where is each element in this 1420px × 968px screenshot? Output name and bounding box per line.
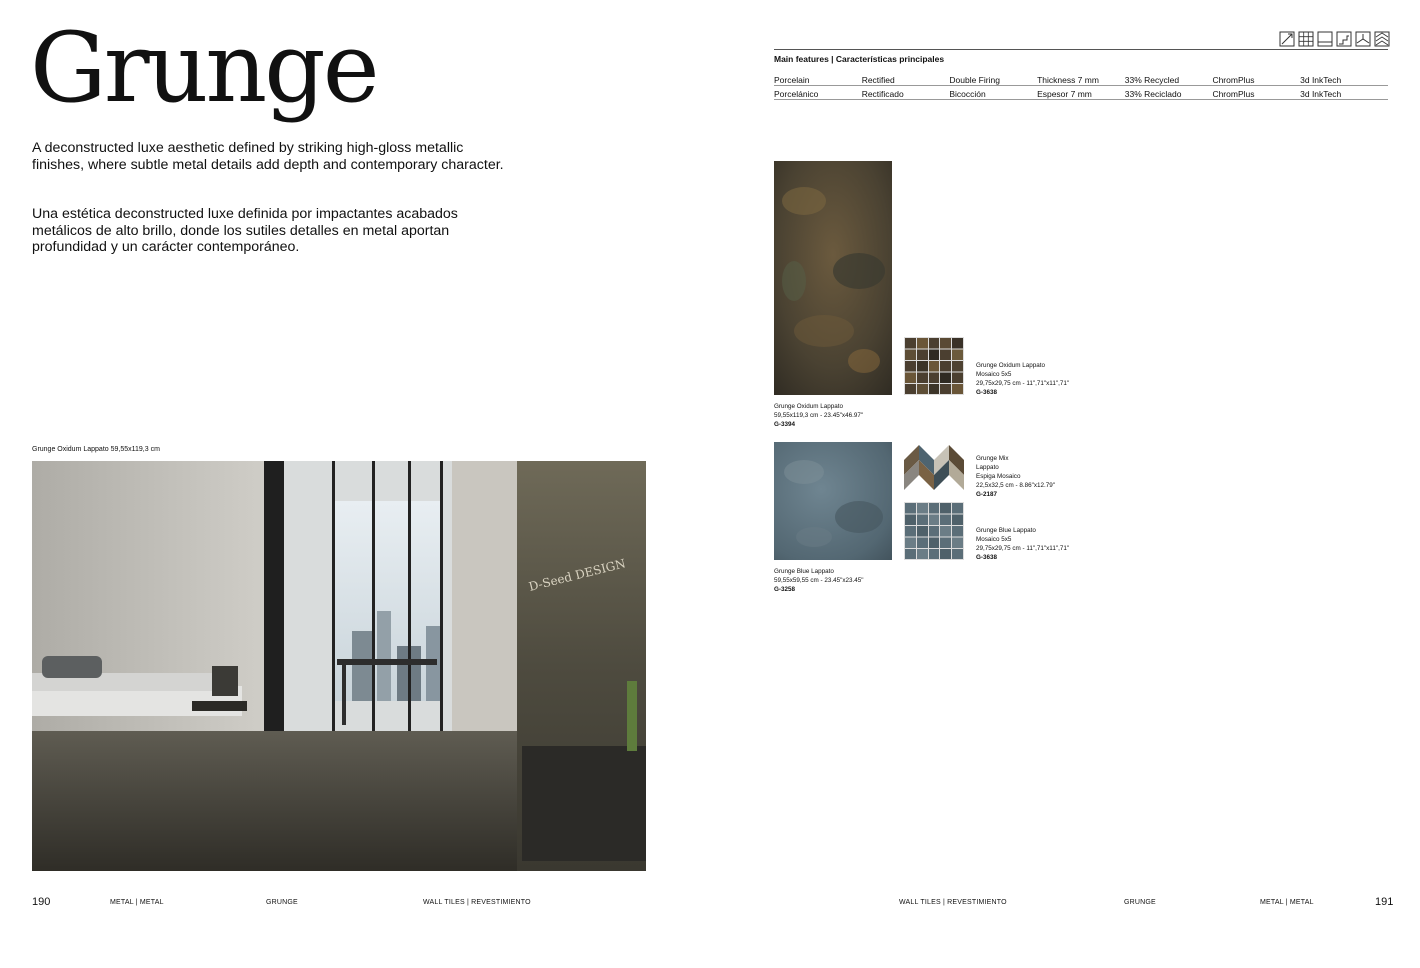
blue-mosaic-image xyxy=(904,502,964,560)
feature-thickness-es: Espesor 7 mm xyxy=(1037,89,1092,99)
footer-category-right: METAL | METAL xyxy=(1260,899,1314,906)
feature-material-es: Porcelánico xyxy=(774,89,819,99)
blue-mosaic-size: 29,75x29,75 cm - 11",71"x11",71" xyxy=(976,545,1070,552)
blue-mosaic-name: Grunge Blue Lappato xyxy=(976,527,1036,534)
mix-code: G-2187 xyxy=(976,491,998,498)
oxidum-mosaic-caption xyxy=(976,361,1069,397)
blue-caption xyxy=(774,567,864,594)
blue-mosaic-caption xyxy=(976,526,1069,562)
features-top-rule xyxy=(774,49,1388,50)
feature-chromplus-es: ChromPlus xyxy=(1212,89,1255,99)
feature-icons xyxy=(1279,31,1390,47)
page-number-right: 191 xyxy=(1375,896,1394,908)
feature-material: Porcelain xyxy=(774,75,810,85)
footer-section-left: WALL TILES | REVESTIMIENTO xyxy=(423,899,531,906)
intro-spanish: Una estética deconstructed luxe definida por impactantes acabados metálicos de alto brillo, donde los sutiles detalles en metal aportan profundidad y un carácter contemporáneo. xyxy=(32,206,458,255)
chevron-pattern-icon xyxy=(1374,31,1390,47)
mosaic-grid-icon xyxy=(1298,31,1314,47)
oxidum-mosaic-name: Grunge Oxidum Lappato xyxy=(976,362,1045,369)
oxidum-size: 59,55x119,3 cm - 23.45"x46.97" xyxy=(774,412,864,419)
stairs-icon xyxy=(1336,31,1352,47)
hero-caption: Grunge Oxidum Lappato 59,55x119,3 cm xyxy=(32,446,160,453)
blue-mosaic-code: G-3638 xyxy=(976,554,998,561)
oxidum-mosaic-size: 29,75x29,75 cm - 11",71"x11",71" xyxy=(976,380,1070,387)
mix-caption xyxy=(976,454,1055,499)
mix-line2: Lappato xyxy=(976,464,999,471)
feature-chromplus: ChromPlus xyxy=(1212,75,1255,85)
blue-tile-image xyxy=(774,442,892,560)
features-divider xyxy=(774,85,1388,86)
floor-icon xyxy=(1355,31,1371,47)
oxidum-code: G-3394 xyxy=(774,421,796,428)
feature-edge: Rectified xyxy=(861,75,895,85)
blue-size: 59,55x59,55 cm - 23.45"x23.45" xyxy=(774,577,864,584)
mix-format: Espiga Mosaico xyxy=(976,473,1021,480)
feature-recycled: 33% Recycled xyxy=(1124,75,1180,85)
feature-edge-es: Rectificado xyxy=(861,89,904,99)
mix-size: 22,5x32,5 cm - 8.86"x12.79" xyxy=(976,482,1056,489)
oxidum-mosaic-image xyxy=(904,337,964,395)
feature-firing-es: Bicocción xyxy=(949,89,986,99)
page-title: Grunge xyxy=(30,12,377,124)
mix-name: Grunge Mix xyxy=(976,455,1009,462)
feature-thickness: Thickness 7 mm xyxy=(1037,75,1099,85)
oxidum-name: Grunge Oxidum Lappato xyxy=(774,403,843,410)
wall-sign-text: D-Seed DESIGN xyxy=(527,556,628,594)
footer-collection-left: GRUNGE xyxy=(266,899,298,906)
features-row-spanish xyxy=(774,89,1388,99)
footer-category-left: METAL | METAL xyxy=(110,899,164,906)
footer-section-right: WALL TILES | REVESTIMIENTO xyxy=(899,899,1007,906)
hero-interior-photo xyxy=(32,461,646,871)
oxidum-caption xyxy=(774,402,863,429)
page-number-left: 190 xyxy=(32,896,51,908)
oxidum-mosaic-format: Mosaico 5x5 xyxy=(976,371,1012,378)
feature-inktech-es: 3d InkTech xyxy=(1300,89,1342,99)
blue-name: Grunge Blue Lappato xyxy=(774,568,834,575)
features-row-english xyxy=(774,75,1388,85)
rectified-icon xyxy=(1279,31,1295,47)
intro-english: A deconstructed luxe aesthetic defined by striking high-gloss metallic finishes, where subtle metal details add depth and contemporary character. xyxy=(32,140,504,173)
feature-firing: Double Firing xyxy=(949,75,1000,85)
wall-tile-icon xyxy=(1317,31,1333,47)
oxidum-mosaic-code: G-3638 xyxy=(976,389,998,396)
features-heading: Main features | Características principales xyxy=(774,54,945,64)
footer-collection-right: GRUNGE xyxy=(1124,899,1156,906)
features-bottom-rule xyxy=(774,99,1388,100)
mix-mosaic-image xyxy=(904,440,964,498)
feature-recycled-es: 33% Reciclado xyxy=(1124,89,1182,99)
oxidum-tile-image xyxy=(774,161,892,395)
blue-code: G-3258 xyxy=(774,586,796,593)
feature-inktech: 3d InkTech xyxy=(1300,75,1342,85)
blue-mosaic-format: Mosaico 5x5 xyxy=(976,536,1012,543)
